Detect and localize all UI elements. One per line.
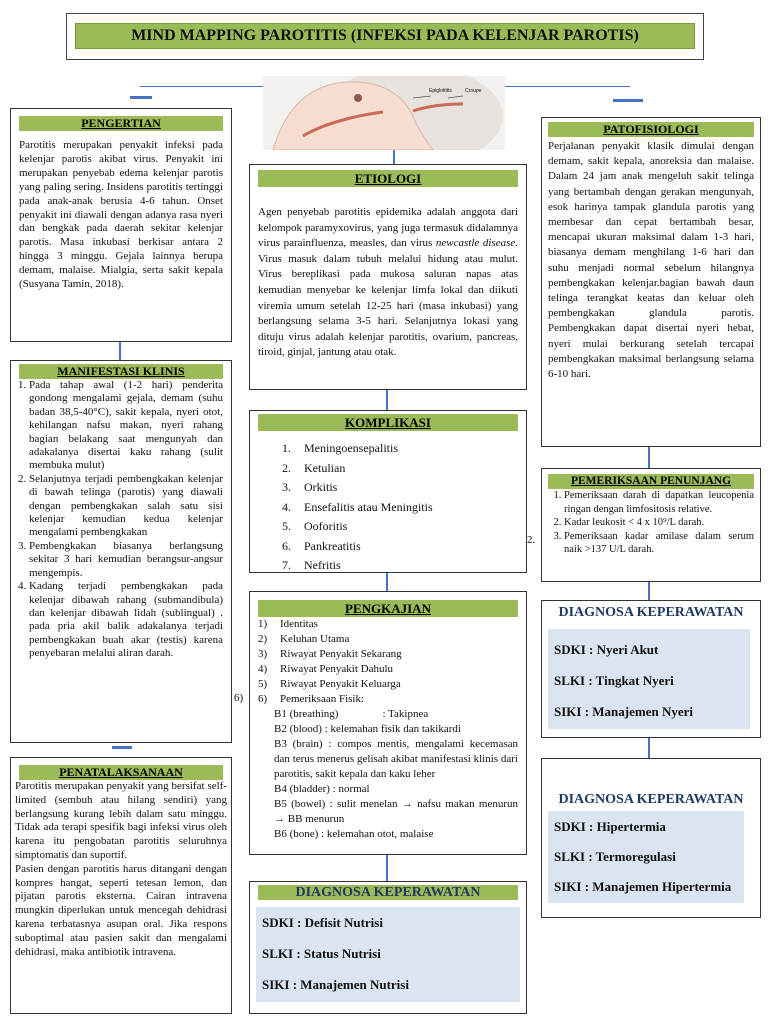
anatomy-illustration bbox=[263, 76, 505, 150]
pengkajian-item-number: 2) bbox=[258, 633, 268, 645]
stray-number-6: 6) bbox=[234, 692, 244, 704]
connector-line-dx2 bbox=[648, 738, 650, 758]
manifestasi-item: 1. Pada tahap awal (1-2 hari) penderita gondong mengalami gejala, demam (suhu badan 38,5-40°C), sakit kepala, nyeri otot, kehilangan nafsu makan, nyeri rahang bagian belakang saat mengunyah dan adakalanya disertai kaku rahang (sulit membuka mulut) bbox=[29, 379, 223, 473]
connector-line-dx1 bbox=[648, 582, 650, 600]
diagnosa-3-box bbox=[249, 881, 527, 1014]
penatalaksanaan-text-2: Pasien dengan parotitis harus ditangani dengan kompres hangat, seperti tetesan lemon, dan pijatan parotis eksterna. Cairan intravena mungkin diperlukan untuk mencegah dehidrasi karena terbatasnya asupan oral. Jika respons suboptimal atau pasien sakit dan mengalami dehidrasi, maka antibiotik intravena. bbox=[15, 862, 227, 958]
connector-line-penunjang bbox=[648, 446, 650, 468]
manifestasi-item: 2. Selanjutnya terjadi pembengkakan kelenjar di bawah telinga (parotis) yang diawali dengan pembengkakan salah satu sisi kelenjar kemudian kedua kelenjar mengalami pembengkakan bbox=[29, 473, 223, 540]
pengertian-text: Parotitis merupakan penyakit infeksi pada kelenjar parotis akibat virus. Penyakit ini merupakan penyebab edema kelenjar parotis yang paling sering. Insidens parotitis tertinggi pada anak-anak berusia 4-6 tahun. Onset penyakit ini diawali dengan adanya rasa nyeri dan bengkak pada daerah sekitar kelenjar parotis. Masa inkubasi berkisar antara 2 hingga 3 minggu. Gejala lainnya berupa demam, malaise. Mialgia, serta sakit kepala (Susyana Tamin, 2018). bbox=[19, 139, 223, 291]
komplikasi-item-number: 2. bbox=[282, 460, 291, 475]
penatalaksanaan-heading: PENATALAKSANAAN bbox=[19, 765, 223, 780]
penunjang-list bbox=[542, 489, 760, 557]
diagnosa-2-sdki: SDKI : Hipertermia bbox=[554, 819, 666, 834]
penunjang-box bbox=[541, 468, 761, 582]
komplikasi-item-label: Ensefalitis atau Meningitis bbox=[304, 499, 433, 514]
pengkajian-item-label: Riwayat Penyakit Dahulu bbox=[280, 663, 394, 675]
penunjang-item: 3. Pemeriksaan kadar amilase dalam serum naik >137 U/L darah. bbox=[564, 530, 754, 557]
komplikasi-item-label: Nefritis bbox=[304, 558, 341, 572]
komplikasi-item-number: 1. bbox=[282, 441, 291, 455]
komplikasi-item-number: 6. bbox=[282, 538, 291, 553]
connector-line-pengkajian bbox=[386, 573, 388, 591]
pengkajian-item bbox=[258, 692, 518, 707]
manifestasi-item: 3. Pembengkakan biasanya berlangsung sekitar 3 hari kemudian berangsur-angsur mengempis. bbox=[29, 540, 223, 580]
connector-line-dx3 bbox=[386, 855, 388, 881]
manifestasi-list bbox=[11, 379, 231, 661]
etiologi-text-italic: newcastle disease. bbox=[435, 237, 518, 250]
pengkajian-item-label: Riwayat Penyakit Sekarang bbox=[280, 648, 402, 660]
connector-line-etiologi bbox=[393, 150, 395, 164]
penunjang-item: 2. Kadar leukosit < 4 x 10⁹/L darah. bbox=[564, 516, 754, 530]
pemeriksaan-fisik-item: B4 (bladder) : normal bbox=[274, 783, 370, 795]
title-frame bbox=[66, 13, 704, 60]
diagnosa-1-slki: SLKI : Tingkat Nyeri bbox=[554, 673, 674, 688]
pengertian-heading: PENGERTIAN bbox=[19, 116, 223, 131]
connector-line-manifest bbox=[119, 342, 121, 360]
pengkajian-item-number: 6) bbox=[258, 693, 268, 705]
diagnosa-2-heading: DIAGNOSA KEPERAWATAN bbox=[558, 792, 744, 807]
komplikasi-item bbox=[282, 498, 526, 518]
diagnosa-2-siki: SIKI : Manajemen Hipertermia bbox=[554, 879, 732, 894]
komplikasi-item bbox=[282, 537, 526, 557]
connector-dash-right bbox=[613, 99, 643, 102]
diagnosa-1-heading: DIAGNOSA KEPERAWATAN bbox=[558, 605, 744, 620]
komplikasi-item-label: Meningoensepalitis bbox=[304, 441, 398, 455]
komplikasi-item bbox=[282, 459, 526, 479]
manifestasi-heading: MANIFESTASI KLINIS bbox=[19, 364, 223, 379]
diagnosa-2-box bbox=[541, 758, 761, 918]
komplikasi-item-label: Pankreatitis bbox=[304, 538, 361, 553]
komplikasi-list bbox=[250, 431, 526, 573]
pengertian-box bbox=[10, 108, 232, 342]
etiologi-heading: ETIOLOGI bbox=[258, 170, 518, 187]
komplikasi-item-label: Ketulian bbox=[304, 460, 346, 475]
diagnosa-3-sdki: SDKI : Defisit Nutrisi bbox=[262, 915, 383, 930]
diagnosa-2-slki: SLKI : Termoregulasi bbox=[554, 849, 676, 864]
komplikasi-item-label: Orkitis bbox=[304, 480, 338, 494]
patofisiologi-text: Perjalanan penyakit klasik dimulai dengan demam, sakit kepala, anoreksia dan malaise. Dalam 24 jam anak mengeluh sakit telinga yang bertambah dengan gerakan mengunyah, esok harinya tampak glandula parotis yang membesar dan cepat bertambah besar, mencapai ukuran maksimal dalam 1-3 hari, biasanya demam menghilang 1-6 hari dan suhu menjadi normal sebelum hilangnya pembengkakan kelenjar.bagian bawah daun telinga terangkat keatas dan keluar oleh pembengkakan glandula parotis. Pembengkakan dapat disertai nyeri hebat, nyeri mulai berkurang setelah tercapai pembengkakan maksimal berlangsung selama 6-10 hari. bbox=[548, 140, 754, 381]
pemeriksaan-fisik-item: B5 (bowel) : sulit menelan → nafsu makan menurun → BB menurun bbox=[274, 798, 521, 825]
penunjang-heading: PEMERIKSAAN PENUNJANG bbox=[548, 474, 754, 489]
pengkajian-item-number: 1) bbox=[258, 618, 268, 630]
diagnosa-1-box bbox=[541, 600, 761, 738]
patofisiologi-heading: PATOFISIOLOGI bbox=[548, 122, 754, 137]
pengkajian-heading: PENGKAJIAN bbox=[258, 600, 518, 617]
komplikasi-item-number: 5. bbox=[282, 519, 291, 533]
pengkajian-item bbox=[258, 632, 518, 647]
penatalaksanaan-text-1: Parotitis merupakan penyakit yang bersifat self-limited (sembuh atau hilang sendiri) yang berlangsung kurang lebih dalam satu minggu. Tidak ada terapi spesifik bagi infeksi virus oleh karena itu pengobatan parotitis seluruhnya simptomatis dan suportif. bbox=[15, 780, 227, 861]
komplikasi-item bbox=[282, 478, 526, 498]
diagnosa-1-siki: SIKI : Manajemen Nyeri bbox=[554, 704, 694, 719]
penunjang-item: 1. Pemeriksaan darah di dapatkan leucopenia ringan dengan limfositosis relative. bbox=[564, 489, 754, 516]
etiologi-text-part1: Agen penyebab parotitis epidemika adalah anggota dari kelompok paramyxovirus, yang juga termasuk didalamnya virus parainfluenza, measles, dan virus bbox=[258, 206, 518, 250]
komplikasi-box bbox=[249, 410, 527, 573]
pemeriksaan-fisik-list bbox=[250, 707, 526, 842]
etiologi-box bbox=[249, 164, 527, 390]
diagnosa-3-heading: DIAGNOSA KEPERAWATAN bbox=[258, 885, 518, 900]
komplikasi-item bbox=[282, 517, 526, 537]
pengkajian-item-label: Riwayat Penyakit Keluarga bbox=[280, 678, 401, 690]
pemeriksaan-fisik-item: B1 (breathing) : Takipnea bbox=[274, 708, 429, 720]
komplikasi-item-label: Ooforitis bbox=[304, 519, 348, 533]
komplikasi-item-number: 3. bbox=[282, 480, 291, 494]
stray-number-2: 2. bbox=[527, 534, 536, 546]
connector-dash-penatalaksanaan bbox=[112, 746, 132, 749]
page-title: MIND MAPPING PAROTITIS (INFEKSI PADA KELENJAR PAROTIS) bbox=[75, 23, 695, 49]
pengkajian-item bbox=[258, 647, 518, 662]
diagnosa-1-content bbox=[548, 629, 750, 729]
pengkajian-item-number: 3) bbox=[258, 648, 268, 660]
diagnosa-1-sdki: SDKI : Nyeri Akut bbox=[554, 642, 659, 657]
diagnosa-2-content bbox=[548, 811, 744, 903]
pengkajian-item bbox=[258, 617, 518, 632]
komplikasi-heading: KOMPLIKASI bbox=[258, 414, 518, 431]
komplikasi-item-number: 4. bbox=[282, 499, 291, 514]
pengkajian-item-label: Keluhan Utama bbox=[280, 633, 350, 645]
komplikasi-item bbox=[282, 556, 526, 573]
diagnosa-3-slki: SLKI : Status Nutrisi bbox=[262, 946, 381, 961]
diagnosa-3-siki: SIKI : Manajemen Nutrisi bbox=[262, 977, 409, 992]
pengkajian-item bbox=[258, 662, 518, 677]
manifestasi-box bbox=[10, 360, 232, 743]
diagnosa-3-content bbox=[256, 907, 520, 1002]
pemeriksaan-fisik-item: B6 (bone) : kelemahan otot, malaise bbox=[274, 828, 434, 840]
illustration-label-epiglottitis: Epiglottitis bbox=[429, 88, 452, 94]
pengkajian-item-number: 4) bbox=[258, 663, 268, 675]
illustration-label-croupe: Croupe bbox=[465, 88, 482, 94]
pemeriksaan-fisik-item: B3 (brain) : compos mentis, mengalami kecemasan dan terus menerus gelisah akibat manifestasi klinis dari parotitis, sakit kepala dan kaku leher bbox=[274, 738, 521, 780]
pengkajian-item-number: 5) bbox=[258, 678, 268, 690]
patofisiologi-box bbox=[541, 117, 761, 447]
komplikasi-item bbox=[282, 439, 526, 459]
manifestasi-item: 4. Kadang terjadi pembengkakan pada kelenjar dibawah rahang (submandibula) dan kelenjar dibawah lidah (sublingual) . pada pria akil balik adakalanya terjadi pembengkakan buah akar (testis) karena penyebaran melalui aliran darah. bbox=[29, 580, 223, 660]
pengkajian-item-label: Identitas bbox=[280, 618, 318, 630]
pengkajian-list bbox=[250, 617, 526, 707]
etiologi-text bbox=[250, 187, 526, 361]
connector-dash-left bbox=[130, 96, 152, 99]
connector-line-komplikasi bbox=[386, 390, 388, 410]
pengkajian-item bbox=[258, 677, 518, 692]
pengkajian-box bbox=[249, 591, 527, 855]
komplikasi-item-number: 7. bbox=[282, 558, 291, 572]
penatalaksanaan-box bbox=[10, 757, 232, 1014]
etiologi-text-part2: Virus masuk dalam tubuh melalui hidung atau mulut. Virus bereplikasi pada mukosa saluran napas atas kemudian menyebar ke kelenjar limfa lokal dan diikuti viremia umum setelah 12-25 hari (masa inkubasi) yang berlangsung selama 3-5 hari. Selanjutnya lokasi yang dituju virus adalah kelenjar parotitis, ovarium, pancreas, tiroid, ginjal, jantung atau otak. bbox=[258, 252, 518, 359]
pemeriksaan-fisik-item: B2 (blood) : kelemahan fisik dan takikardi bbox=[274, 723, 461, 735]
pengkajian-item-label: Pemeriksaan Fisik: bbox=[280, 693, 365, 705]
